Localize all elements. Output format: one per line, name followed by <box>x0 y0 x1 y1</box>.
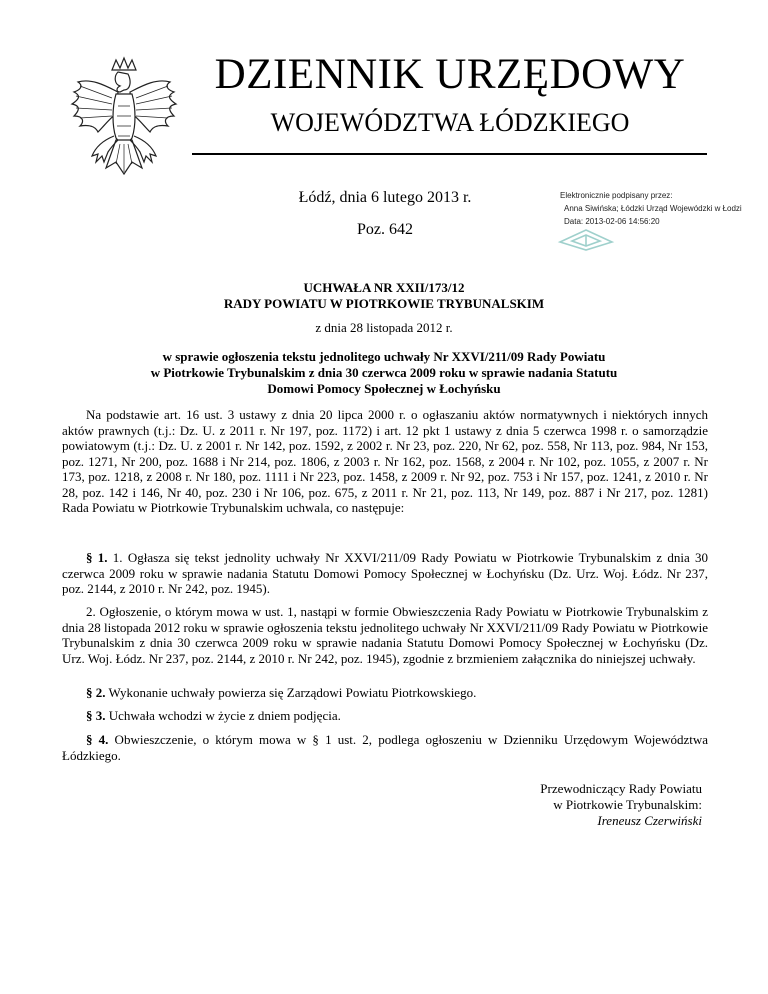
e-signature-signer: Anna Siwińska; Łódzki Urząd Wojewódzki w Łodzi <box>564 204 742 213</box>
publication-date: Łódź, dnia 6 lutego 2013 r. <box>298 189 472 206</box>
section-1-paragraph <box>62 550 708 597</box>
journal-subtitle: WOJEWÓDZTWA ŁÓDZKIEGO <box>270 108 630 137</box>
signatory-location: w Piotrkowie Trybunalskim: <box>553 797 702 812</box>
e-signature-label: Elektronicznie podpisany przez: <box>560 191 673 200</box>
signature-seal-icon <box>556 228 616 252</box>
section-2-label: § 2. <box>86 685 106 700</box>
signature-block <box>440 781 702 829</box>
resolution-council: RADY POWIATU W PIOTRKOWIE TRYBUNALSKIM <box>223 296 545 311</box>
section-2-paragraph <box>62 685 708 701</box>
resolution-subject <box>40 349 728 397</box>
signatory-name: Ireneusz Czerwiński <box>597 813 702 828</box>
section-4-text: Obwieszczenie, o którym mowa w § 1 ust. 2, podlega ogłoszeniu w Dzienniku Urzędowym Województwa Łódzkiego. <box>62 732 709 763</box>
section-2-text: Wykonanie uchwały powierza się Zarządowi Powiatu Piotrkowskiego. <box>105 685 477 700</box>
section-1-label: § 1. <box>86 550 108 565</box>
resolution-date: z dnia 28 listopada 2012 r. <box>315 320 453 335</box>
section-3-paragraph <box>62 708 708 724</box>
section-3-label: § 3. <box>86 708 106 723</box>
subject-line: w Piotrkowie Trybunalskim z dnia 30 czerwca 2009 roku w sprawie nadania Statutu <box>150 365 618 380</box>
section-3-text: Uchwała wchodzi w życie z dniem podjęcia. <box>105 708 341 723</box>
position-number: Poz. 642 <box>357 221 413 238</box>
section-1-text: 1. Ogłasza się tekst jednolity uchwały Nr XXVI/211/09 Rady Powiatu w Piotrkowie Trybunalskim z dnia 30 czerwca 2009 roku w sprawie nadania Statutu Domowi Pomocy Społecznej w Łochyńsku (Dz. Urz. Woj. Łódz. Nr 237, poz. 2144, z 2010 r. Nr 242, poz. 1945). <box>62 550 709 596</box>
eagle-emblem-icon <box>66 56 182 178</box>
section-4-label: § 4. <box>86 732 109 747</box>
section-1-point-2: 2. Ogłoszenie, o którym mowa w ust. 1, nastąpi w formie Obwieszczenia Rady Powiatu w Piotrkowie Trybunalskim z dnia 28 listopada 2012 roku w sprawie ogłoszenia tekstu jednolitego uchwały Nr XXVI/211/09 Rady Powiatu w Piotrkowie Trybunalskim z dnia 30 czerwca 2009 roku w sprawie nadania Statutu Domowi Pomocy Społecznej w Łochyńsku (Dz. Urz. Woj. Łódz. Nr 237, poz. 2144, z 2010 r. Nr 242, poz. 1945), zgodnie z brzmieniem załącznika do niniejszej uchwały. <box>62 604 708 666</box>
header-divider <box>192 153 707 155</box>
subject-line: Domowi Pomocy Społecznej w Łochyńsku <box>267 381 501 396</box>
journal-title: DZIENNIK URZĘDOWY <box>214 51 686 98</box>
section-4-paragraph <box>62 732 708 763</box>
e-signature-date: Data: 2013-02-06 14:56:20 <box>564 217 660 226</box>
electronic-signature-info <box>560 189 750 228</box>
subject-line: w sprawie ogłoszenia tekstu jednolitego uchwały Nr XXVI/211/09 Rady Powiatu <box>162 349 606 364</box>
resolution-number: UCHWAŁA NR XXII/173/12 <box>303 280 465 295</box>
resolution-heading <box>40 280 728 312</box>
preamble-paragraph: Na podstawie art. 16 ust. 3 ustawy z dnia 20 lipca 2000 r. o ogłaszaniu aktów normatywnych i niektórych innych aktów prawnych (t.j.: Dz. U. z 2011 r. Nr 197, poz. 1172) i art. 12 pkt 1 ustawy z dnia 5 czerwca 1998 r. o samorządzie powiatowym (t.j.: Dz. U. z 2001 r. Nr 142, poz. 1592, z 2002 r. Nr 23, poz. 220, Nr 62, poz. 558, Nr 113, poz. 984, Nr 153, poz. 1271, Nr 200, poz. 1688 i Nr 214, poz. 1806, z 2003 r. Nr 162, poz. 1568, z 2004 r. Nr 102, poz. 1055, z 2007 r. Nr 173, poz. 1218, z 2008 r. Nr 180, poz. 1111 i Nr 223, poz. 1458, z 2009 r. Nr 92, poz. 753 i Nr 157, poz. 1241, z 2010 r. Nr 28, poz. 142 i 146, Nr 40, poz. 230 i Nr 106, poz. 675, z 2011 r. Nr 21, poz. 113, Nr 149, poz. 887 i Nr 217, poz. 1281) Rada Powiatu w Piotrkowie Trybunalskim uchwala, co następuje: <box>62 407 708 515</box>
signatory-title: Przewodniczący Rady Powiatu <box>540 781 702 796</box>
